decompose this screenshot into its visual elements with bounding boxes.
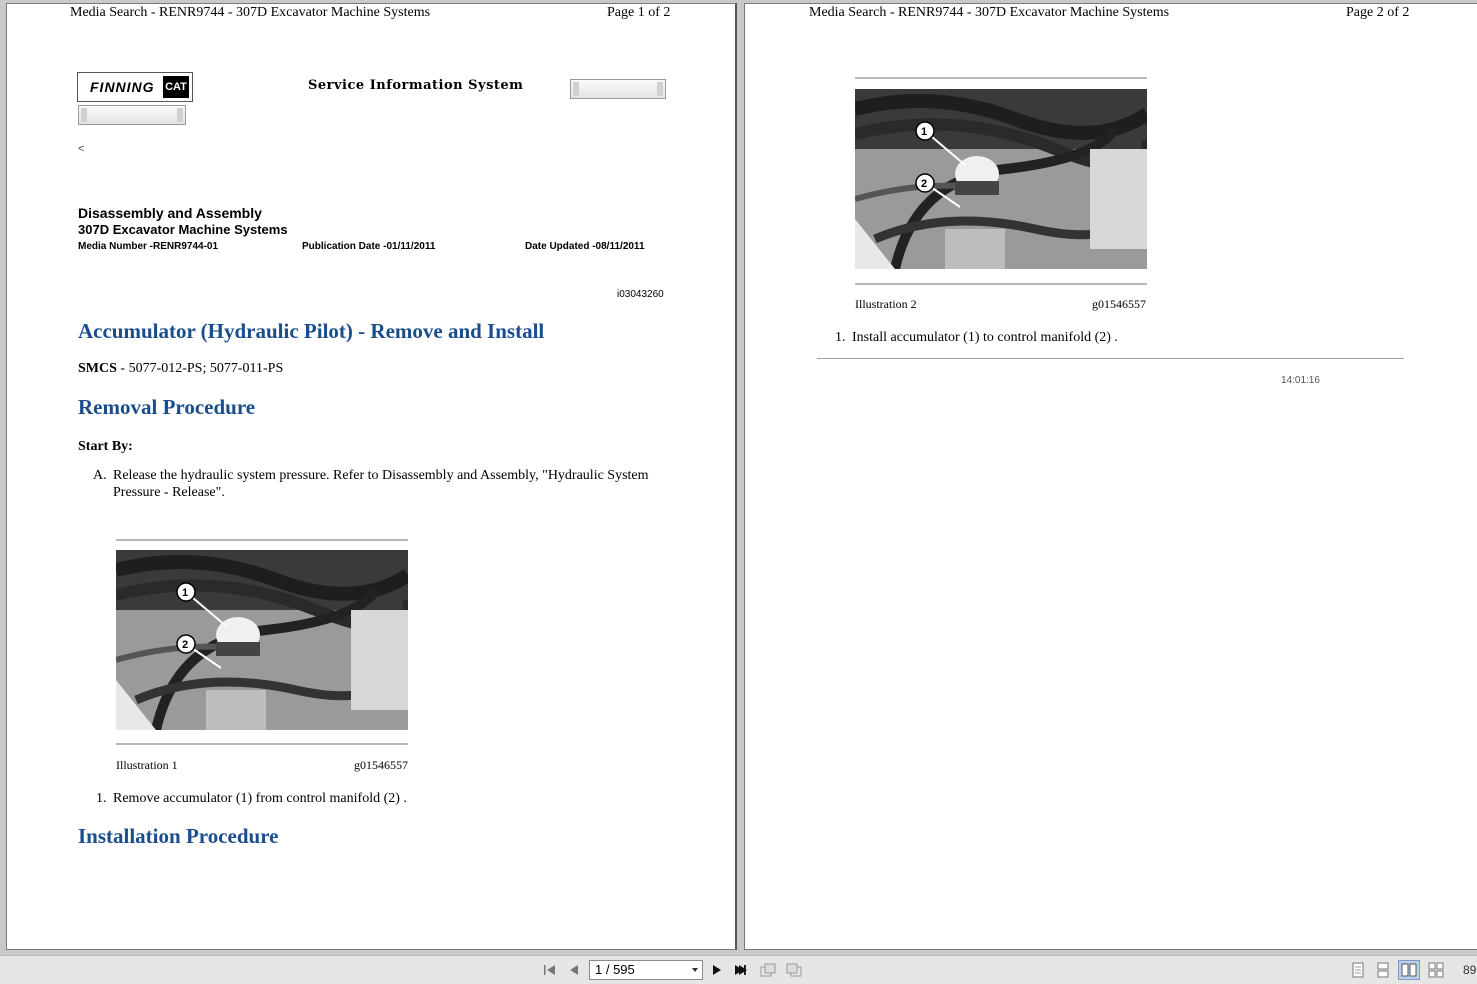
previous-page-icon[interactable] bbox=[566, 962, 582, 978]
media-number: Media Number -RENR9744-01 bbox=[78, 241, 219, 252]
illustration-label: Illustration 2 bbox=[855, 297, 917, 311]
illustration-2-photo bbox=[855, 89, 1147, 269]
step-1-marker: 1. bbox=[835, 330, 846, 345]
logo-subbar bbox=[78, 105, 186, 125]
installation-heading: Installation Procedure bbox=[78, 824, 279, 848]
callout-1: 1 bbox=[182, 587, 189, 599]
doc-subtitle: 307D Excavator Machine Systems bbox=[78, 222, 288, 237]
callout-2: 2 bbox=[182, 639, 189, 651]
sis-title: Service Information System bbox=[308, 78, 524, 93]
two-page-view-active[interactable] bbox=[1398, 960, 1420, 980]
smcs-label: SMCS bbox=[78, 361, 117, 376]
next-page-icon[interactable] bbox=[709, 962, 725, 978]
doc-id: i03043260 bbox=[617, 289, 664, 300]
finning-cat-logo bbox=[77, 72, 193, 102]
callout-1: 1 bbox=[921, 126, 928, 138]
doc-title: Disassembly and Assembly bbox=[78, 205, 262, 221]
date-updated: Date Updated -08/11/2011 bbox=[525, 241, 645, 252]
smcs-value: - 5077-012-PS; 5077-011-PS bbox=[116, 361, 284, 376]
page-indicator: 1 / 595 bbox=[595, 962, 635, 977]
timestamp: 14:01:16 bbox=[1281, 375, 1320, 386]
rotate-forward-icon[interactable] bbox=[786, 962, 802, 978]
step-1-text: Install accumulator (1) to control manifold (2) . bbox=[852, 330, 1118, 345]
page-number-select[interactable] bbox=[589, 960, 703, 980]
smcs-line bbox=[78, 361, 283, 377]
step-1-marker: 1. bbox=[96, 791, 107, 806]
document-page-2 bbox=[744, 3, 1477, 950]
main-heading: Accumulator (Hydraulic Pilot) - Remove and Install bbox=[78, 319, 545, 343]
step-a-line2: Pressure - Release". bbox=[113, 485, 225, 500]
viewer-toolbar bbox=[0, 955, 1477, 984]
document-page-1 bbox=[6, 3, 737, 950]
continuous-view-icon[interactable] bbox=[1375, 962, 1391, 978]
page-header-title: Media Search - RENR9744 - 307D Excavator Machine Systems bbox=[809, 5, 1170, 20]
illustration-1-photo bbox=[116, 550, 408, 730]
step-a-line1: Release the hydraulic system pressure. Refer to Disassembly and Assembly, "Hydraulic System bbox=[113, 468, 649, 483]
rotate-back-icon[interactable] bbox=[760, 962, 776, 978]
two-page-view-icon bbox=[1401, 962, 1417, 978]
first-page-icon[interactable] bbox=[542, 962, 558, 978]
two-page-continuous-view-icon[interactable] bbox=[1428, 962, 1444, 978]
zoom-level[interactable]: 89 bbox=[1463, 963, 1477, 977]
page-header-number: Page 1 of 2 bbox=[607, 5, 671, 20]
step-a-marker: A. bbox=[93, 468, 107, 483]
start-by-label: Start By: bbox=[78, 439, 133, 454]
last-page-icon[interactable] bbox=[733, 962, 749, 978]
page-header-title: Media Search - RENR9744 - 307D Excavator Machine Systems bbox=[70, 5, 431, 20]
back-arrow-icon[interactable]: < bbox=[78, 143, 85, 155]
illustration-bottom-rule bbox=[116, 743, 408, 745]
sis-search-box[interactable] bbox=[570, 79, 666, 99]
logo-finning-text: FINNING bbox=[90, 79, 155, 95]
end-rule bbox=[817, 358, 1404, 359]
illustration-label: Illustration 1 bbox=[116, 758, 178, 772]
illustration-code: g01546557 bbox=[354, 758, 408, 772]
callout-2: 2 bbox=[921, 178, 928, 190]
step-1-text: Remove accumulator (1) from control manifold (2) . bbox=[113, 791, 407, 806]
accumulator-photo-graphic bbox=[855, 89, 1147, 269]
removal-heading: Removal Procedure bbox=[78, 395, 256, 419]
illustration-top-rule bbox=[855, 77, 1147, 79]
illustration-code: g01546557 bbox=[1092, 297, 1146, 311]
illustration-top-rule bbox=[116, 539, 408, 541]
accumulator-photo-graphic bbox=[116, 550, 408, 730]
illustration-bottom-rule bbox=[855, 283, 1147, 285]
single-page-view-icon[interactable] bbox=[1350, 962, 1366, 978]
publication-date: Publication Date -01/11/2011 bbox=[302, 241, 436, 252]
chevron-down-icon bbox=[692, 968, 698, 972]
logo-cat-text: CAT bbox=[163, 76, 189, 98]
page-header-number: Page 2 of 2 bbox=[1346, 5, 1410, 20]
